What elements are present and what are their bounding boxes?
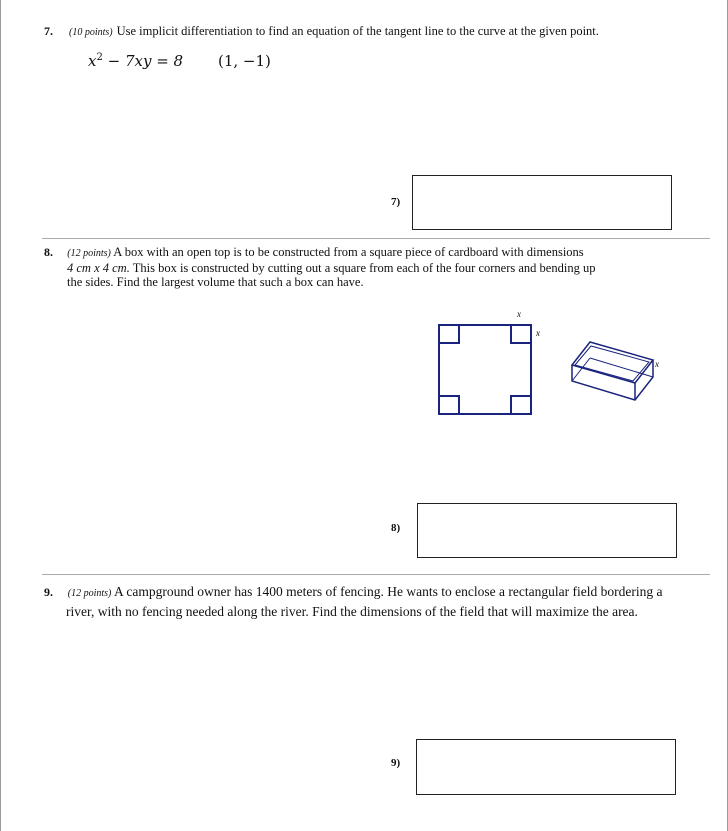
question-text-line: the sides. Find the largest volume that such a box can have. [67, 275, 364, 289]
points-label: (10 points) [69, 27, 113, 38]
given-point-q7 [218, 52, 271, 70]
question-7 [44, 22, 714, 40]
corner-cutout [439, 325, 459, 343]
points-label: (12 points) [67, 248, 111, 259]
answer-box-8[interactable] [417, 503, 677, 558]
answer-box-9[interactable] [416, 739, 676, 795]
question-number: 7. [44, 24, 53, 38]
question-text-line: A campground owner has 1400 meters of fencing. He wants to enclose a rectangular field bordering a [114, 584, 663, 599]
answer-box-7[interactable] [412, 175, 672, 230]
divider [42, 238, 710, 239]
answer-label-8: 8) [391, 522, 401, 534]
label-x-box: x [655, 359, 659, 369]
label-x-side: x [536, 328, 540, 338]
label-x-top: x [517, 309, 521, 319]
question-text-line: A box with an open top is to be constructed from a square piece of cardboard with dimensions [113, 245, 584, 259]
equation-exponent: 2 [96, 52, 103, 63]
corner-cutout [439, 396, 459, 414]
answer-label-9: 9) [391, 757, 401, 769]
corner-cutout [511, 325, 531, 343]
question-text-line: This box is constructed by cutting out a square from each of the four corners and bending up [129, 261, 596, 275]
dimensions-text: 4 cm x 4 cm. [67, 261, 130, 275]
question-number: 9. [44, 585, 53, 599]
page-left-edge [0, 0, 1, 831]
question-number: 8. [44, 245, 53, 259]
divider [42, 574, 710, 575]
open-box-drawing [572, 342, 653, 400]
question-9 [44, 583, 724, 621]
question-text-line: river, with no fencing needed along the river. Find the dimensions of the field that will maximize the area. [66, 604, 638, 619]
equation-q7 [88, 52, 183, 70]
question-text: Use implicit differentiation to find an equation of the tangent line to the curve at the given point. [116, 24, 599, 38]
points-label: (12 points) [67, 588, 112, 599]
cardboard-figure [425, 305, 675, 420]
cardboard-square [439, 325, 531, 414]
given-point: (1, −1) [218, 52, 271, 70]
equation-var: x [88, 52, 97, 70]
equation-rest: − 7xy = 8 [102, 52, 184, 70]
corner-cutout [511, 396, 531, 414]
question-8 [44, 245, 714, 289]
answer-label-7: 7) [391, 196, 401, 208]
